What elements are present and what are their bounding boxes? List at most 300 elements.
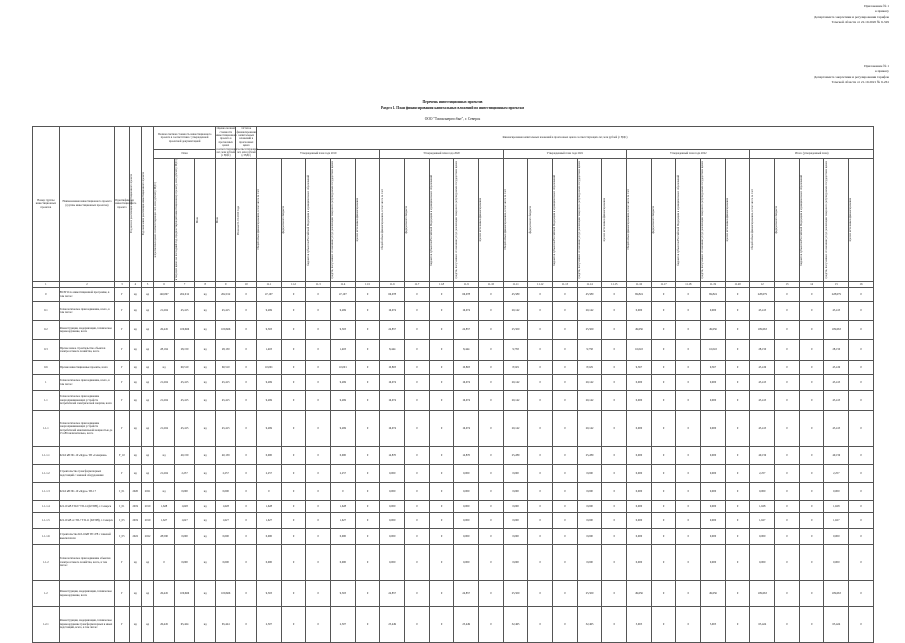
- table-cell: 0: [236, 411, 257, 447]
- table-cell: 0,000: [701, 391, 726, 411]
- table-cell: 1,627: [154, 513, 175, 529]
- table-cell: 0: [479, 465, 504, 483]
- table-cell: 0,000: [627, 501, 652, 513]
- table-cell: 0,000: [380, 529, 405, 545]
- table-cell: 0: [528, 607, 553, 643]
- table-cell: нд: [141, 375, 153, 391]
- table-cell: 0,000: [627, 513, 652, 529]
- column-number: 2: [59, 281, 115, 287]
- table-cell: нд: [129, 447, 141, 465]
- table-cell: 0: [553, 288, 578, 302]
- header-financing-source: прочих источников финансирования: [479, 159, 504, 282]
- table-cell: 0: [236, 607, 257, 643]
- table-cell: 0,000: [380, 465, 405, 483]
- table-cell: 0: [799, 340, 824, 361]
- table-cell: нд: [129, 391, 141, 411]
- header-financing-source: бюджетов субъектов Российской Федерации и муниципальных образований: [799, 159, 824, 282]
- table-cell: 45,415: [750, 391, 775, 411]
- table-cell: 0,000: [174, 483, 195, 501]
- column-number: 11.8: [429, 281, 454, 287]
- table-cell: 0: [281, 483, 306, 501]
- table-cell: 9,303: [257, 321, 282, 340]
- table-cell: 0: [281, 607, 306, 643]
- table-cell: 0: [602, 529, 627, 545]
- table-cell: 0: [236, 529, 257, 545]
- table-cell: 0: [676, 513, 701, 529]
- table-cell: 65,424: [215, 607, 236, 643]
- table-cell: 0,000: [503, 545, 528, 581]
- table-cell: 0: [281, 321, 306, 340]
- table-cell: 0: [725, 361, 750, 375]
- table-cell: 0: [236, 321, 257, 340]
- table-cell: 0: [236, 447, 257, 465]
- table-cell: 0: [849, 501, 874, 513]
- column-number: 9: [215, 281, 236, 287]
- table-cell: 0: [355, 447, 380, 465]
- table-cell: 0: [236, 513, 257, 529]
- table-cell: 0,000: [577, 513, 602, 529]
- table-cell: 0: [236, 340, 257, 361]
- table-cell: 0: [306, 340, 331, 361]
- table-cell: 0,000: [824, 483, 849, 501]
- table-cell: 1,628: [331, 501, 356, 513]
- table-cell: 0,000: [627, 302, 652, 321]
- table-cell: 20,142: [577, 375, 602, 391]
- header-financing-source: средств, полученных от оказания услуг, реализации товаров по регулируемым государством ценам: [824, 159, 849, 282]
- section-title: Раздел 1. План финансирования капитальных вложений по инвестиционным проектам: [380, 106, 525, 110]
- table-cell: нд: [195, 483, 216, 501]
- column-number: 11.9: [454, 281, 479, 287]
- table-cell: 60,510: [215, 361, 236, 375]
- header-financing-source: средств, полученных от оказания услуг, реализации товаров по регулируемым государством ценам: [454, 159, 479, 282]
- table-cell: 45,415: [750, 302, 775, 321]
- column-number: 11.1: [257, 281, 282, 287]
- column-number: 11.3: [306, 281, 331, 287]
- table-cell: 9,269: [257, 375, 282, 391]
- table-cell: 40,159: [824, 447, 849, 465]
- column-number: 11.16: [627, 281, 652, 287]
- table-cell: 0,000: [174, 529, 195, 545]
- header-subrow: [33, 159, 874, 282]
- table-cell: 16,074: [454, 411, 479, 447]
- table-cell: 0: [725, 545, 750, 581]
- table-cell: I_01: [115, 483, 129, 501]
- table-row: [33, 288, 874, 302]
- table-cell: нд: [141, 545, 153, 581]
- table-cell: Г: [115, 288, 129, 302]
- table-cell: 0: [651, 288, 676, 302]
- column-number: 4: [129, 281, 141, 287]
- table-cell: 0,000: [380, 545, 405, 581]
- table-cell: 21,204: [154, 465, 175, 483]
- table-cell: 2,257: [331, 465, 356, 483]
- column-number: 14: [799, 281, 824, 287]
- table-row: [33, 361, 874, 375]
- table-cell: нд: [195, 501, 216, 513]
- table-cell: 2019: [129, 513, 141, 529]
- table-cell: 0: [651, 529, 676, 545]
- table-cell: Г: [115, 302, 129, 321]
- table-cell: 0: [676, 288, 701, 302]
- approval-header-1: [814, 4, 889, 26]
- table-cell: 0: [236, 483, 257, 501]
- table-cell: 0.3: [33, 340, 60, 361]
- header-total: Итого (утвержденный план): [750, 149, 874, 158]
- header-year-2019: Утвержденный план года 2019: [257, 149, 380, 158]
- table-cell: 0: [775, 513, 800, 529]
- table-cell: 5,003: [627, 607, 652, 643]
- table-cell: 0,000: [701, 545, 726, 581]
- table-cell: 45,415: [824, 391, 849, 411]
- table-cell: 0: [553, 529, 578, 545]
- table-cell: 21,204: [154, 391, 175, 411]
- table-cell: 0: [528, 465, 553, 483]
- table-cell: 0: [281, 447, 306, 465]
- table-cell: 0: [725, 288, 750, 302]
- table-cell: 0: [405, 581, 430, 607]
- table-cell: 9,269: [257, 411, 282, 447]
- table-cell: 45,580: [503, 288, 528, 302]
- table-cell: 0: [602, 391, 627, 411]
- header-name: Наименование инвестиционного проекта (группы инвестиционных проектов): [59, 127, 115, 282]
- table-cell: 16,074: [454, 302, 479, 321]
- table-cell: 0: [799, 375, 824, 391]
- table-cell: 1,628: [750, 501, 775, 513]
- table-cell: нд: [129, 302, 141, 321]
- table-cell: 0: [602, 465, 627, 483]
- table-cell: 5,003: [701, 607, 726, 643]
- table-cell: 2,257: [824, 465, 849, 483]
- table-cell: 45,415: [824, 302, 849, 321]
- table-cell: 45,415: [174, 302, 195, 321]
- table-cell: 0: [651, 411, 676, 447]
- table-cell: 69,824: [701, 288, 726, 302]
- table-cell: нд: [129, 411, 141, 447]
- table-cell: 0: [651, 501, 676, 513]
- table-cell: нд: [195, 465, 216, 483]
- column-number: 11.10: [479, 281, 504, 287]
- table-cell: 2,257: [215, 465, 236, 483]
- table-cell: 0: [429, 361, 454, 375]
- table-cell: 0: [849, 483, 874, 501]
- table-cell: 0,000: [503, 501, 528, 513]
- table-cell: 0,000: [331, 545, 356, 581]
- table-cell: 228,679: [824, 288, 849, 302]
- table-cell: 26,445: [154, 607, 175, 643]
- table-cell: 0: [553, 375, 578, 391]
- table-cell: 0: [281, 465, 306, 483]
- table-cell: 20,142: [577, 391, 602, 411]
- table-cell: 0: [281, 288, 306, 302]
- header-remain: Остаток финансирования капитальных вложений в прогнозных ценах соответствующих лет, млн рублей (с НДС): [236, 127, 258, 158]
- table-cell: 0: [236, 545, 257, 581]
- row-name-cell: КЛ-10 кВ от ТП-7 ТП-11 (КТПН), г. Северск: [59, 513, 115, 529]
- table-cell: 2019: [129, 501, 141, 513]
- column-number: 15: [824, 281, 849, 287]
- table-cell: 2022: [129, 529, 141, 545]
- table-cell: 1.1.1.4: [33, 501, 60, 513]
- table-cell: 0,000: [380, 501, 405, 513]
- table-cell: 66,078: [380, 288, 405, 302]
- table-cell: 28,150: [824, 340, 849, 361]
- table-cell: 0: [553, 321, 578, 340]
- table-cell: 0: [236, 501, 257, 513]
- approval-line: к приказу: [875, 9, 889, 14]
- table-cell: 0: [429, 391, 454, 411]
- table-cell: нд: [195, 391, 216, 411]
- table-cell: 0: [651, 545, 676, 581]
- table-cell: нд: [195, 302, 216, 321]
- table-cell: 45,415: [215, 411, 236, 447]
- table-cell: 16,074: [380, 391, 405, 411]
- table-cell: 9,269: [331, 375, 356, 391]
- table-cell: 45,419: [824, 361, 849, 375]
- table-cell: 45,580: [577, 288, 602, 302]
- table-cell: нд: [195, 288, 216, 302]
- table-cell: Г: [115, 375, 129, 391]
- table-cell: I_05: [115, 513, 129, 529]
- table-cell: 9,367: [627, 361, 652, 375]
- table-cell: 0,000: [577, 465, 602, 483]
- table-cell: 0: [676, 321, 701, 340]
- row-name-cell: КЛ-10 кВ ТП-07 ТП-14 (КТПН), г. Северск: [59, 501, 115, 513]
- table-cell: 45,415: [824, 375, 849, 391]
- table-cell: F_10: [115, 447, 129, 465]
- table-cell: 0: [528, 288, 553, 302]
- table-cell: 10,803: [380, 361, 405, 375]
- table-cell: Г: [115, 545, 129, 581]
- table-cell: 0: [306, 513, 331, 529]
- header-financing-source: средств, полученных от оказания услуг, реализации товаров по регулируемым государством ценам: [577, 159, 602, 282]
- table-cell: 0: [799, 391, 824, 411]
- table-cell: 0: [405, 375, 430, 391]
- table-cell: 0: [553, 447, 578, 465]
- table-cell: 45,415: [824, 411, 849, 447]
- table-cell: 45,415: [750, 375, 775, 391]
- document-title: Перечень инвестиционных проектов: [422, 100, 483, 104]
- table-cell: 0: [725, 529, 750, 545]
- table-cell: 28,150: [750, 340, 775, 361]
- table-cell: 0: [306, 288, 331, 302]
- table-cell: 45,415: [750, 411, 775, 447]
- table-cell: 0: [429, 529, 454, 545]
- table-cell: нд: [195, 447, 216, 465]
- table-cell: 0: [775, 465, 800, 483]
- table-cell: 0: [429, 302, 454, 321]
- table-cell: 32,465: [503, 607, 528, 643]
- table-cell: 0: [799, 288, 824, 302]
- table-cell: 1,627: [750, 513, 775, 529]
- table-cell: 0,000: [701, 465, 726, 483]
- table-cell: 0: [405, 447, 430, 465]
- table-cell: 9,303: [331, 581, 356, 607]
- table-cell: 49,656: [701, 321, 726, 340]
- table-cell: 0: [849, 411, 874, 447]
- column-number: 13: [775, 281, 800, 287]
- table-cell: 0: [602, 375, 627, 391]
- table-cell: 0,000: [454, 483, 479, 501]
- table-cell: 0: [355, 361, 380, 375]
- header-financing-source: средств, полученных от оказания услуг, реализации товаров по регулируемым государством ценам: [701, 159, 726, 282]
- table-cell: 0: [849, 545, 874, 581]
- table-cell: 262,012: [215, 288, 236, 302]
- table-cell: 0: [725, 391, 750, 411]
- table-cell: 0: [306, 361, 331, 375]
- table-cell: 0: [281, 411, 306, 447]
- table-cell: 0,000: [701, 447, 726, 465]
- table-cell: 1.2: [33, 581, 60, 607]
- table-cell: 10,001: [257, 361, 282, 375]
- table-cell: 0,000: [577, 483, 602, 501]
- table-cell: 9,269: [257, 391, 282, 411]
- table-cell: 20,142: [503, 411, 528, 447]
- table-row: [33, 340, 874, 361]
- table-cell: 28,150: [215, 340, 236, 361]
- header-financing-source: прочих источников финансирования: [602, 159, 627, 282]
- table-cell: нд: [141, 411, 153, 447]
- table-cell: 20,142: [577, 302, 602, 321]
- table-cell: 25,500: [577, 321, 602, 340]
- table-cell: 9,303: [331, 321, 356, 340]
- table-cell: 0: [775, 607, 800, 643]
- table-cell: 0: [553, 465, 578, 483]
- table-row: [33, 483, 874, 501]
- table-cell: 0: [553, 361, 578, 375]
- table-cell: 1,628: [824, 501, 849, 513]
- table-cell: 45,415: [215, 391, 236, 411]
- table-cell: 0: [281, 361, 306, 375]
- table-cell: 0: [33, 288, 60, 302]
- table-cell: 0: [602, 340, 627, 361]
- table-cell: 32,465: [577, 607, 602, 643]
- column-number: 11.4: [331, 281, 356, 287]
- table-cell: 0: [775, 361, 800, 375]
- table-cell: 0,000: [454, 529, 479, 545]
- table-cell: 0: [355, 513, 380, 529]
- table-cell: 0: [553, 545, 578, 581]
- table-row: [33, 581, 874, 607]
- table-cell: 24,857: [454, 321, 479, 340]
- header-financing-source: Общий объем финансирования, в том числе за счет: [750, 159, 775, 282]
- table-cell: 0: [405, 607, 430, 643]
- table-cell: 8,444: [380, 340, 405, 361]
- column-number: 11.15: [602, 281, 627, 287]
- table-cell: 0: [849, 447, 874, 465]
- table-cell: 0: [236, 465, 257, 483]
- header-financing-source: Общий объем финансирования, в том числе за счет: [257, 159, 282, 282]
- table-cell: 2,507: [257, 607, 282, 643]
- table-cell: 0,000: [454, 513, 479, 529]
- table-cell: 0: [849, 581, 874, 607]
- table-cell: 16,074: [454, 391, 479, 411]
- row-name-cell: Прочее новое строительство объектов электросетевого хозяйства, всего: [59, 340, 115, 361]
- table-cell: 0: [799, 581, 824, 607]
- row-name-cell: Строительство КЛ-10кВ ТП 478 с заменой выключателя: [59, 529, 115, 545]
- table-cell: 0: [651, 361, 676, 375]
- table-cell: 0: [355, 483, 380, 501]
- table-cell: 109,666: [174, 581, 195, 607]
- table-cell: 0: [676, 529, 701, 545]
- table-cell: 0: [602, 581, 627, 607]
- table-cell: 0: [553, 411, 578, 447]
- table-cell: нд: [141, 321, 153, 340]
- table-cell: 0: [355, 607, 380, 643]
- column-number: 11.17: [651, 281, 676, 287]
- table-cell: 0,000: [627, 391, 652, 411]
- table-cell: 0: [553, 501, 578, 513]
- table-cell: 0: [849, 529, 874, 545]
- table-cell: нд: [195, 321, 216, 340]
- table-cell: 0: [849, 465, 874, 483]
- table-cell: 49,656: [701, 581, 726, 607]
- table-cell: 0: [331, 483, 356, 501]
- table-cell: 0: [306, 302, 331, 321]
- header-cost: Полная сметная стоимость инвестиционного проекта в соответствии с утвержденной проектной документацией: [154, 127, 216, 150]
- table-cell: 0: [429, 411, 454, 447]
- table-cell: 0: [849, 391, 874, 411]
- table-cell: 0: [528, 581, 553, 607]
- table-cell: 0: [236, 375, 257, 391]
- table-cell: 0: [479, 581, 504, 607]
- table-cell: Г: [115, 465, 129, 483]
- table-cell: 1,403: [257, 340, 282, 361]
- table-cell: 0: [257, 483, 282, 501]
- table-cell: нд: [195, 513, 216, 529]
- table-cell: 0,000: [503, 483, 528, 501]
- table-cell: нд: [154, 447, 175, 465]
- table-cell: 65,424: [824, 607, 849, 643]
- table-cell: нд: [141, 391, 153, 411]
- table-cell: 109,663: [824, 581, 849, 607]
- header-year-start: Год начала реализации инвестиционного проекта: [129, 127, 141, 282]
- header-financing-source: прочих источников финансирования: [355, 159, 380, 282]
- table-cell: нд: [195, 411, 216, 447]
- table-cell: 2,257: [257, 465, 282, 483]
- table-cell: 2019: [141, 513, 153, 529]
- row-name-cell: КЛ-6 кВ ПС-10 «Ядро» ТП-17: [59, 483, 115, 501]
- table-cell: 0: [799, 607, 824, 643]
- table-cell: 0: [528, 321, 553, 340]
- table-cell: 16,043: [627, 340, 652, 361]
- table-cell: 1.1.1.1: [33, 447, 60, 465]
- column-number: 3: [115, 281, 129, 287]
- header-cost-c: План: [195, 159, 216, 282]
- header-year-2021: Утвержденный план года 2021: [503, 149, 626, 158]
- table-cell: 0: [479, 483, 504, 501]
- table-cell: 0: [676, 545, 701, 581]
- table-cell: 0: [281, 581, 306, 607]
- table-cell: 0: [479, 375, 504, 391]
- table-cell: 0: [528, 529, 553, 545]
- table-cell: 0.6: [33, 361, 60, 375]
- table-cell: 28,590: [154, 529, 175, 545]
- column-number: 11.13: [553, 281, 578, 287]
- header-estimate-plan: План: [215, 159, 236, 282]
- table-cell: 0: [849, 513, 874, 529]
- table-cell: 0: [651, 321, 676, 340]
- table-cell: 28,194: [154, 340, 175, 361]
- row-name-cell: Технологическое присоединение объектов электросетевого хозяйства, всего, в том числе:: [59, 545, 115, 581]
- table-row: [33, 465, 874, 483]
- table-cell: нд: [195, 375, 216, 391]
- table-cell: 1: [33, 375, 60, 391]
- table-cell: 1,627: [174, 513, 195, 529]
- table-cell: 0: [775, 545, 800, 581]
- table-cell: 0: [479, 302, 504, 321]
- approval-header-2: [814, 64, 889, 86]
- table-cell: 0: [479, 391, 504, 411]
- table-cell: 20,142: [503, 391, 528, 411]
